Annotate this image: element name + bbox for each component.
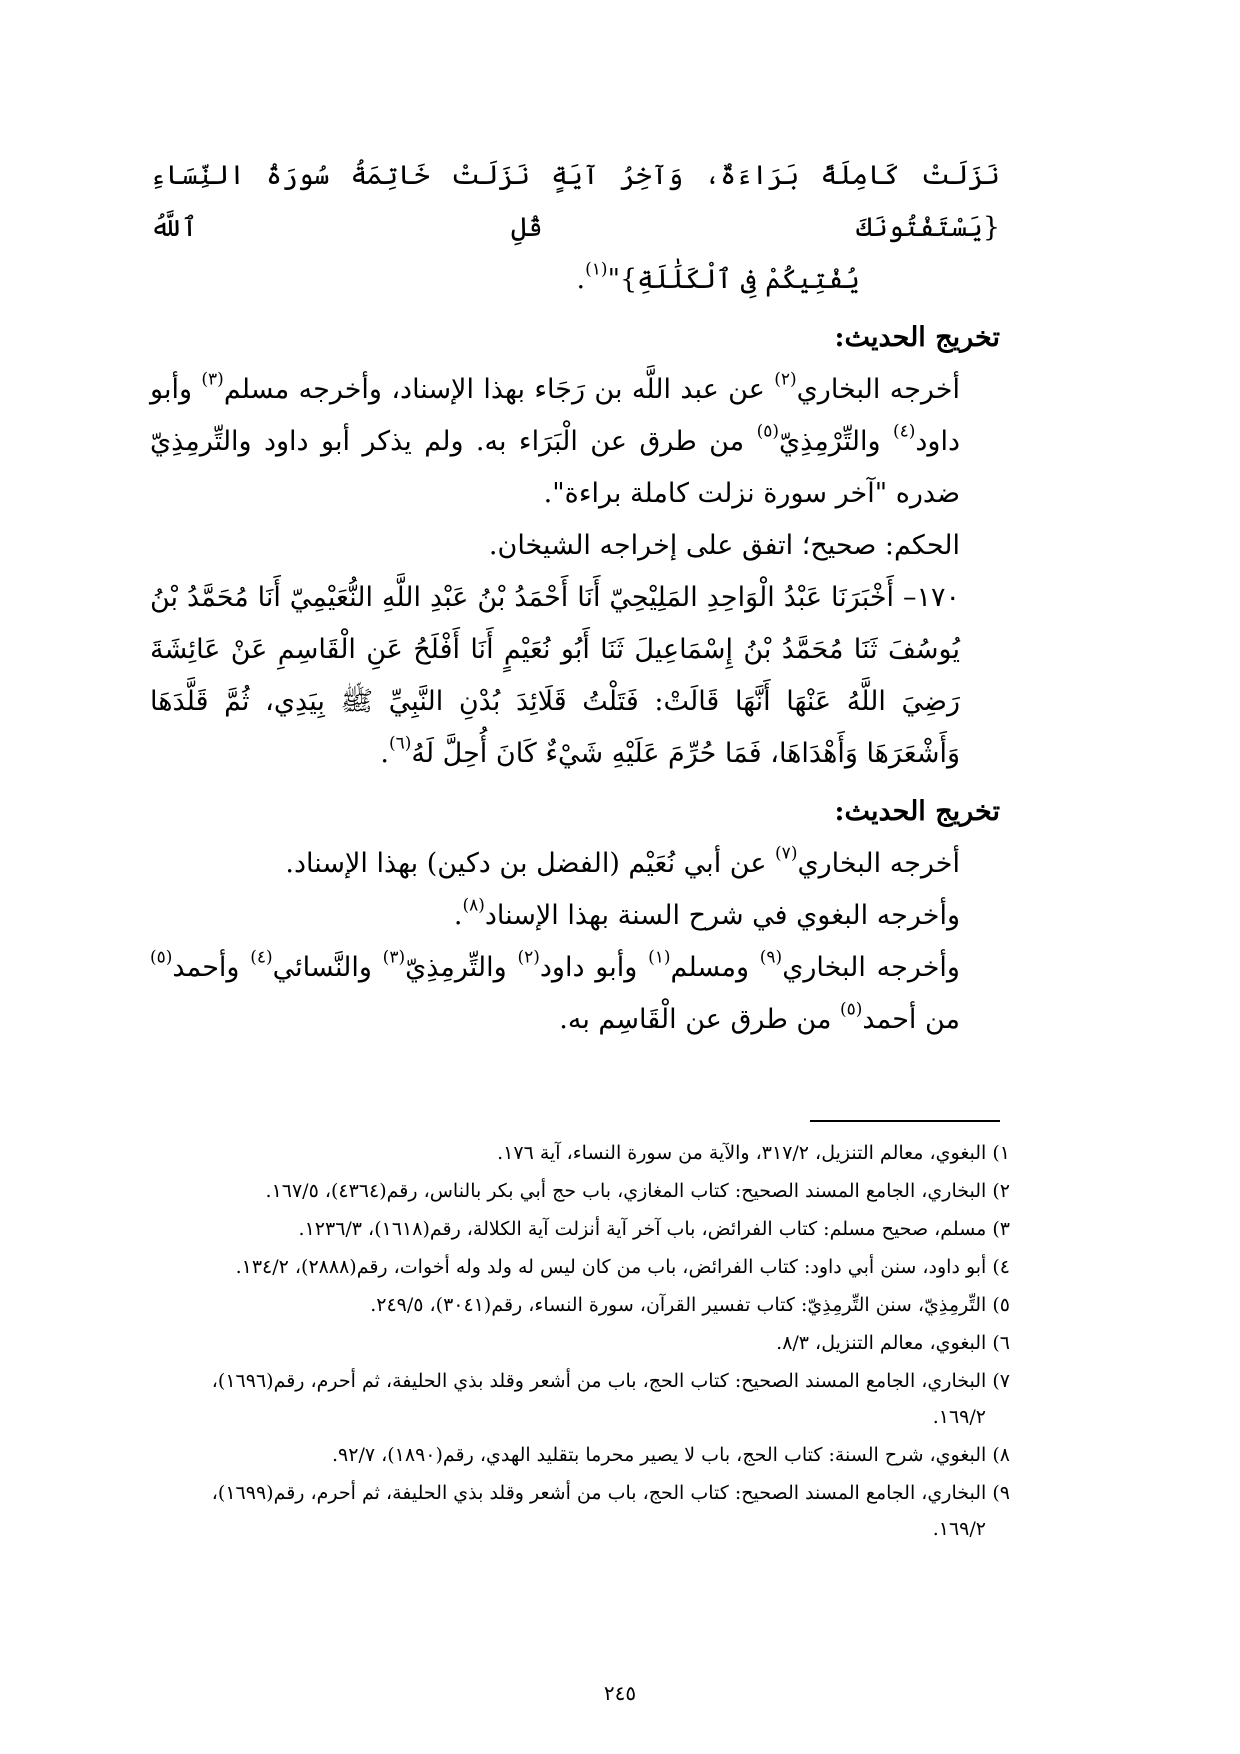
footnote-separator — [810, 1120, 1000, 1122]
footnote-5: ٥) التِّرمِذِيّ، سنن التِّرمِذِيّ: كتاب تفسير القرآن، سورة النساء، رقم(٣٠٤١)، ٢٤٩/٥. — [370, 1294, 1010, 1316]
verse-line-1: نَزَلَتْ كَامِلَةً بَرَاءَةٌ، وَآخِرُ آيَةٍ نَزَلَتْ خَاتِمَةُ سُورَةُ النِّسَاءِ {يَسْتَفْتُونَكَ قُلِ ٱللَّهُ — [150, 160, 1000, 243]
footnote-2: ٢) البخاري، الجامع المسند الصحيح: كتاب المغازي، باب حج أبي بكر بالناس، رقم(٤٣٦٤)، ١٦٧/٥. — [265, 1180, 1010, 1202]
takhrij-paragraph-1: أخرجه البخاري$^{(٢)}$ عن عبد اللَّه بن رَجَاء بهذا الإسناد، وأخرجه مسلم$^{(٣)}$ وأبو داود$^{(٤)}$ والتِّرْمِذِيّ$^{(٥)}$ من طرق عن الْبَرَاء به. ولم يذكر أبو داود والتِّرمِذِيّ ضدره "آخر سورة نزلت كاملة براءة". — [150, 369, 960, 509]
footnote-ref: (٩) — [759, 947, 783, 968]
hadith-170: ١٧٠– أَخْبَرَنَا عَبْدُ الْوَاحِدِ المَلِيْحِيّ أَنَا أَحْمَدُ بْنُ عَبْدِ اللَّهِ النُّعَيْمِيّ أَنَا مُحَمَّدُ بْنُ يُوسُفَ ثَنَا مُحَمَّدُ بْنُ إِسْمَاعِيلَ ثَنَا أَبُو نُعَيْمٍ أَنَا أَفْلَحُ عَنِ الْقَاسِمِ عَنْ عَائِشَةَ رَضِيَ اللَّهُ عَنْهَا أَنَّهَا قَالَتْ: فَتَلْتُ قَلَائِدَ بُدْنِ النَّبِيِّ ﷺ بِيَدِي، ثُمَّ قَلَّدَهَا وَأَشْعَرَهَا وَأَهْدَاهَا، فَمَا حُرِّمَ عَلَيْهِ شَيْءٌ كَانَ أُحِلَّ لَهُ$^{(٦)}$. — [150, 582, 960, 769]
footnote-ref: (١) — [585, 259, 608, 280]
footnote-ref: (٧) — [775, 843, 798, 864]
footnote-3: ٣) مسلم، صحيح مسلم: كتاب الفرائض، باب آخر آية أنزلت آية الكلالة، رقم(١٦١٨)، ١٢٣٦/٣. — [298, 1218, 1010, 1240]
footnote-ref: (٥) — [150, 947, 173, 968]
takhrij-paragraph-2: أخرجه البخاري$^{(٧)}$ عن أبي نُعَيْم (الفضل بن دكين) بهذا الإسناد. — [285, 843, 960, 879]
footnote-4: ٤) أبو داود، سنن أبي داود: كتاب الفرائض، باب من كان ليس له ولد وله أخوات، رقم(٢٨٨٨)، ١٣٤/٢. — [235, 1256, 1010, 1278]
footnotes — [150, 1135, 1010, 1549]
footnote-ref: (٥) — [840, 999, 863, 1020]
footnote-7: ٧) البخاري، الجامع المسند الصحيح: كتاب الحج، باب من أشعر وقلد بذي الحليفة، ثم أحرم، رقم(١٦٩٦)، ١٦٩/٢. — [211, 1370, 1010, 1428]
main-text — [150, 150, 1000, 1046]
footnote-ref: (٨) — [462, 895, 485, 916]
section-heading-takhrij-2: تخريج الحديث: — [834, 796, 1000, 827]
takhrij-paragraph-4: وأخرجه البخاري$^{(٩)}$ ومسلم$^{(١)}$ وأبو داود$^{(٢)}$ والتِّرمِذِيّ$^{(٣)}$ والنَّسائي$^{(٤)}$ وأحمد$^{(٥)}$ من أحمد$^{(٥)}$ من طرق عن الْقَاسِم به. — [150, 947, 960, 1035]
footnote-ref: (٣) — [382, 947, 406, 968]
page-number: ٢٤٥ — [603, 1681, 637, 1705]
footnote-8: ٨) البغوي، شرح السنة: كتاب الحج، باب لا يصير محرما بتقليد الهدي، رقم(١٨٩٠)، ٩٢/٧. — [331, 1444, 1010, 1466]
footnote-1: ١) البغوي، معالم التنزيل، ٣١٧/٢، والآية من سورة النساء، آية ١٧٦. — [497, 1142, 1010, 1164]
verse-line-2: يُفْتِيكُمْ فِى ٱلْكَلَٰلَةِ}"$^{(١)}$. — [576, 259, 860, 295]
footnote-ref: (٤) — [892, 421, 916, 442]
footnote-ref: (٤) — [250, 947, 273, 968]
footnote-ref: (٢) — [517, 947, 540, 968]
footnote-ref: (١) — [648, 947, 671, 968]
footnote-9: ٩) البخاري، الجامع المسند الصحيح: كتاب الحج، باب من أشعر وقلد بذي الحليفة، ثم أحرم، رقم(١٦٩٩)، ١٦٩/٢. — [211, 1482, 1010, 1540]
takhrij-paragraph-3: وأخرجه البغوي في شرح السنة بهذا الإسناد$^{(٨)}$. — [453, 895, 960, 931]
section-heading-takhrij: تخريج الحديث: — [834, 322, 1000, 353]
footnote-ref: (٥) — [756, 421, 779, 442]
footnote-ref: (٣) — [201, 369, 224, 390]
footnote-6: ٦) البغوي، معالم التنزيل، ٨/٣. — [776, 1332, 1010, 1354]
ruling-line: الحكم: صحيح؛ اتفق على إخراجه الشيخان. — [488, 530, 960, 561]
footnote-ref: (٦) — [388, 733, 412, 754]
footnote-ref: (٢) — [774, 369, 797, 390]
